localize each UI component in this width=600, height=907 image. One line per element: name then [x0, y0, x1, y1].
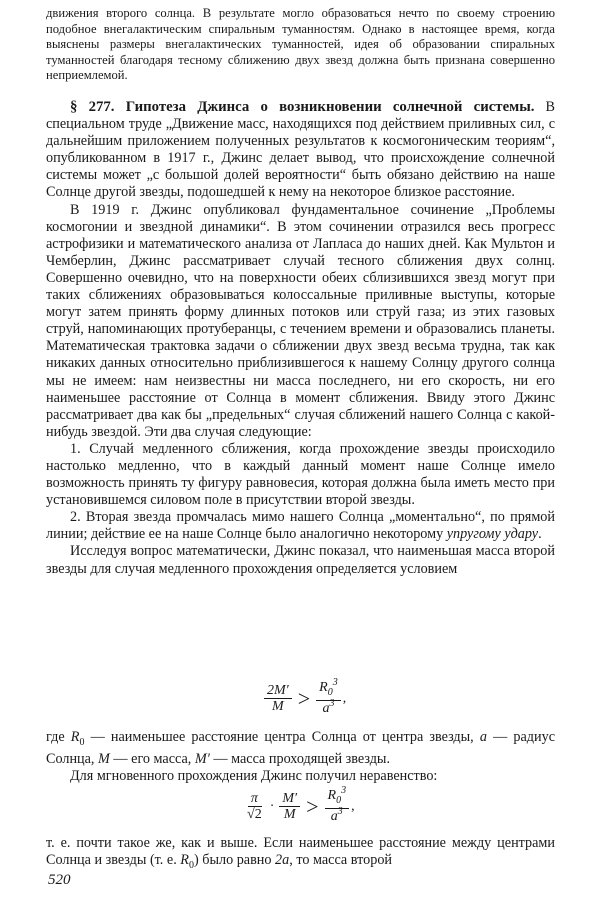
formula-2-end: ,	[351, 798, 355, 814]
paragraph-5-block	[46, 835, 555, 874]
top-paragraph: движения второго солнца. В результате могло образоваться нечто по своему строению подобное внегалактическим спиральным туманностям. Однако в настоящее время, когда выяснены размеры внегалактических туманностей, идея об образовании спиральных туманностей благодаря тесному сближению двух звезд должна быть признана совершенно неприемлемой.	[46, 6, 555, 82]
formula-2-rhs-den	[328, 805, 346, 826]
page-number: 520	[48, 872, 71, 888]
paragraph-5-b: ) было равно	[193, 852, 276, 869]
formula-2-pi: π	[248, 791, 261, 807]
legend-text-4: — масса проходящей звезды.	[209, 750, 390, 767]
formula-2-r: R	[327, 788, 337, 803]
formula-2-operator: >	[306, 793, 319, 819]
paragraph-5-r: R	[180, 852, 189, 869]
formula-2-mass-den: M	[283, 806, 296, 822]
formula-2-sqrt	[244, 807, 265, 823]
legend-text-1: — наименьшее расстояние центра Солнца от центра звезды,	[84, 729, 480, 745]
sqrt-sign-icon: √	[247, 806, 255, 822]
case-2-paragraph	[46, 509, 555, 543]
formula-1-lhs-num: 2M′	[264, 683, 292, 699]
paragraph-5-2a: 2a	[275, 852, 290, 869]
formula-1-a-sup: 3	[329, 697, 335, 709]
formula-2-a: a	[330, 808, 338, 824]
legend-r: R	[70, 729, 80, 745]
formula-1-lhs-den: M	[272, 698, 284, 714]
formula-2-mass-num: M′	[279, 791, 300, 807]
section-paragraph-1	[46, 99, 555, 202]
case-2-italic: упругому удару	[446, 526, 539, 543]
formula-1-lhs-fraction	[264, 683, 292, 715]
formula-1	[262, 677, 347, 718]
legend-a: a	[479, 729, 487, 745]
legend-m-prime: M′	[194, 750, 210, 767]
case-1-paragraph: 1. Случай медленного сближения, когда прохождение звезды происходило настолько медленно, что в каждый данный момент наше Солнце имело возможность принять ту фигуру равновесия, которая должна была иметь место при установившемся силовом поле в присутствии второй звезды.	[46, 440, 555, 509]
formula-2-sqrt-arg: 2	[254, 806, 262, 822]
paragraph-5-a: т. е. почти такое же, как и выше. Если наименьшее расстояние между центрами Солнца и звезды (т. е.	[46, 835, 555, 869]
formula-2	[242, 785, 355, 826]
formula-1-r-sub: 0	[327, 686, 333, 698]
formula-2-rhs-num	[325, 785, 350, 809]
section-paragraph-4: Для мгновенного прохождения Джинс получил неравенство:	[70, 768, 438, 785]
section-paragraph-5	[46, 835, 555, 874]
formula-2-rhs-fraction	[325, 785, 350, 826]
legend-and-paragraph-4	[46, 729, 555, 785]
legend-r-sub: 0	[79, 736, 85, 748]
case-2-text: 2. Вторая звезда промчалась мимо нашего Солнца „моментально“, по прямой линии; действие ее на наше Солнце было аналогично некоторому	[46, 509, 555, 543]
case-2-end: .	[538, 526, 542, 543]
formula-1-r-sup: 3	[332, 677, 338, 688]
top-paragraph-block	[46, 6, 555, 84]
legend-text-2: — радиус Солнца,	[46, 729, 555, 767]
formula-1-r: R	[319, 680, 328, 695]
formula-2-r-sub: 0	[336, 794, 342, 806]
paragraph-5-r-sub: 0	[188, 859, 194, 871]
section-title: Гипотеза Джинса о возникновении солнечной системы.	[125, 99, 535, 115]
legend-pre: где	[46, 729, 65, 745]
legend-m: M	[98, 750, 110, 767]
formula-1-operator: >	[297, 685, 311, 711]
paragraph-1-text: В специальном труде „Движение масс, находящихся под действием приливных сил, с дальнейшим приложением полученных результатов к космогоническим теориям“, опубликованном в 1917 г., Джинс делает вывод, что происхождение солнечной системы может „с большой долей вероятности“ быть обязано действию на наше Солнце другой звезды, подошедшей к нему на некоторое близкое расстояние.	[46, 99, 555, 201]
formula-2-mass-fraction	[279, 791, 300, 823]
section-277	[46, 99, 555, 578]
formula-legend	[46, 729, 555, 768]
formula-1-end: ,	[342, 690, 347, 706]
paragraph-5-c: , то масса второй	[289, 852, 393, 869]
formula-1-rhs-den	[319, 697, 337, 718]
section-paragraph-2: В 1919 г. Джинс опубликовал фундаментальное сочинение „Проблемы космогонии и звездной динамики“. В этом сочинении отразился весь прогресс астрофизики и математического анализа от Лапласа до наших дней. Как Мультон и Чемберлин, Джинс рассматривает случай тесного сближения двух солнц. Совершенно очевидно, что на поверхности обеих сблизившихся звезд могут при таких сближениях образовываться колоссальные приливные выступы, которые могут затем принять форму длинных потоков или струй газа; из этих газовых струй, напоминающих протуберанцы, с течением времени и образовались планеты. Математическая трактовка задачи о сближении двух звезд весьма трудна, так как никаких данных относительно приблизившегося к нашему Солнцу другого солнца мы не имеем: нам неизвестны ни масса последнего, ни его скорость, ни его наименьшее расстояние от Солнца в момент сближения. Ввиду этого Джинс рассматривает два как бы „предельных“ случая сближений нашего Солнца с какой-нибудь звездой. Эти два случая следующие:	[46, 201, 555, 440]
formula-2-a-sup: 3	[337, 805, 343, 817]
section-paragraph-3: Исследуя вопрос математически, Джинс показал, что наименьшая масса второй звезды для случая медленного прохождения определяется условием	[46, 543, 555, 577]
section-number: § 277.	[70, 99, 115, 115]
formula-1-a: a	[322, 700, 330, 716]
formula-2-pi-fraction	[244, 791, 265, 823]
formula-1-rhs-fraction	[316, 677, 341, 718]
formula-2-r-sup: 3	[341, 785, 347, 796]
formula-2-dot: ·	[269, 798, 275, 814]
section-heading	[70, 99, 534, 115]
legend-text-3: — его масса,	[109, 750, 195, 767]
